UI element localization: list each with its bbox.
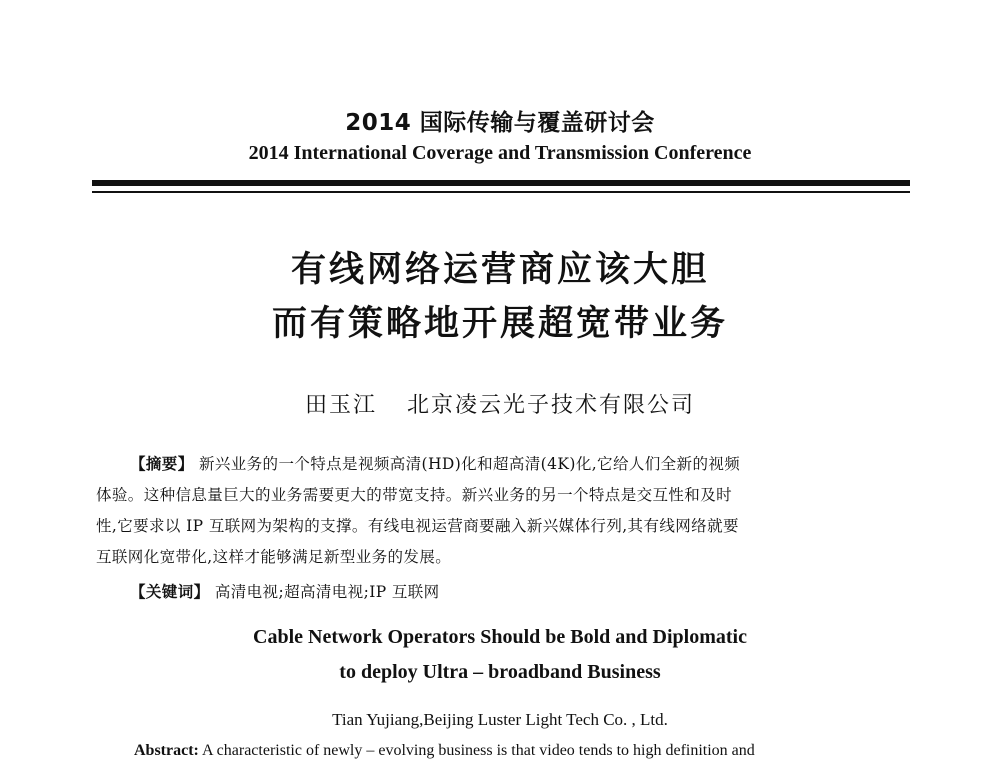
abstract-cn-line1 bbox=[130, 452, 914, 474]
abstract-cn-text-1: 新兴业务的一个特点是视频高清(HD)化和超高清(4K)化,它给人们全新的视频 bbox=[198, 455, 741, 473]
keywords-cn bbox=[130, 580, 914, 602]
author-name-cn: 田玉江 bbox=[304, 393, 377, 418]
author-line-cn bbox=[0, 388, 1000, 419]
header-rule-thick bbox=[92, 180, 910, 186]
abstract-en-label: Abstract: bbox=[134, 742, 199, 759]
keywords-cn-text: 高清电视;超高清电视;IP 互联网 bbox=[214, 583, 440, 601]
paper-title-cn-line1: 有线网络运营商应该大胆 bbox=[290, 250, 709, 290]
abstract-en-line1 bbox=[134, 742, 914, 760]
paper-title-cn-line2: 而有策略地开展超宽带业务 bbox=[271, 304, 728, 344]
paper-title-en-line2: to deploy Ultra – broadband Business bbox=[339, 661, 661, 683]
conference-title-en: 2014 International Coverage and Transmission Conference bbox=[248, 142, 752, 164]
abstract-cn-line4: 互联网化宽带化,这样才能够满足新型业务的发展。 bbox=[96, 548, 452, 566]
author-affiliation-cn: 北京凌云光子技术有限公司 bbox=[407, 393, 696, 418]
abstract-cn-label: 【摘要】 bbox=[130, 455, 194, 473]
keywords-cn-label: 【关键词】 bbox=[130, 583, 210, 601]
author-line-en: Tian Yujiang,Beijing Luster Light Tech Co. , Ltd. bbox=[332, 710, 668, 729]
abstract-cn-line3: 性,它要求以 IP 互联网为架构的支撑。有线电视运营商要融入新兴媒体行列,其有线网络就要 bbox=[96, 517, 739, 535]
paper-title-en-line1: Cable Network Operators Should be Bold and Diplomatic bbox=[253, 626, 747, 648]
abstract-en-text: A characteristic of newly – evolving business is that video tends to high definition and bbox=[202, 742, 755, 759]
conference-title-cn: 2014 国际传输与覆盖研讨会 bbox=[345, 110, 655, 136]
header-rule-thin bbox=[92, 191, 910, 193]
abstract-cn-line2: 体验。这种信息量巨大的业务需要更大的带宽支持。新兴业务的另一个特点是交互性和及时 bbox=[96, 486, 733, 504]
